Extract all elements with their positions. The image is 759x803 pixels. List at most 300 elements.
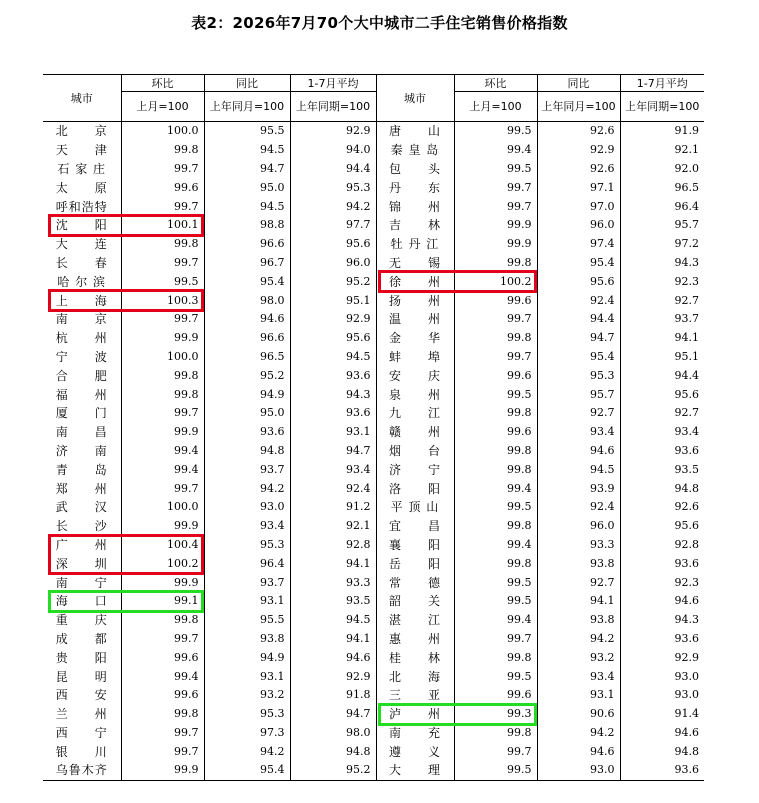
city-cell: 常 德 xyxy=(376,573,454,592)
yoy-cell: 94.5 xyxy=(537,460,620,479)
yoy-cell: 92.6 xyxy=(537,122,620,141)
yoy-cell: 97.1 xyxy=(537,178,620,197)
ytd-cell: 94.4 xyxy=(290,160,376,179)
city-cell: 安 庆 xyxy=(376,366,454,385)
ytd-cell: 94.2 xyxy=(290,197,376,216)
header-mom: 环比 xyxy=(121,75,204,92)
mom-cell: 99.6 xyxy=(454,291,537,310)
city-cell: 九 江 xyxy=(376,404,454,423)
yoy-cell: 96.7 xyxy=(204,254,290,273)
city-cell: 北 海 xyxy=(376,667,454,686)
ytd-cell: 93.6 xyxy=(620,630,704,649)
mom-cell: 99.1 xyxy=(121,592,204,611)
mom-cell: 99.9 xyxy=(121,517,204,536)
city-cell: 丹 东 xyxy=(376,178,454,197)
ytd-cell: 93.1 xyxy=(290,423,376,442)
table-row xyxy=(43,122,704,141)
mom-cell: 100.0 xyxy=(121,498,204,517)
mom-cell: 100.2 xyxy=(454,272,537,291)
yoy-cell: 94.9 xyxy=(204,648,290,667)
yoy-cell: 95.4 xyxy=(537,348,620,367)
mom-cell: 99.5 xyxy=(454,160,537,179)
table-row xyxy=(43,160,704,179)
city-cell: 徐 州 xyxy=(376,272,454,291)
city-cell: 沈 阳 xyxy=(55,218,108,233)
ytd-cell: 95.6 xyxy=(620,385,704,404)
mom-cell: 99.5 xyxy=(454,761,537,780)
header-mom-base: 上月=100 xyxy=(454,92,537,122)
ytd-cell: 93.4 xyxy=(620,423,704,442)
city-cell: 扬 州 xyxy=(376,291,454,310)
yoy-cell: 94.6 xyxy=(537,742,620,761)
ytd-cell: 92.3 xyxy=(620,573,704,592)
city-cell: 宜 昌 xyxy=(376,517,454,536)
table-row xyxy=(43,291,704,310)
mom-cell: 99.8 xyxy=(454,554,537,573)
city-cell: 烟 台 xyxy=(376,442,454,461)
mom-cell: 99.8 xyxy=(454,254,537,273)
mom-cell: 100.4 xyxy=(121,536,204,555)
yoy-cell: 94.2 xyxy=(537,630,620,649)
city-cell: 兰 州 xyxy=(55,707,108,722)
yoy-cell: 97.4 xyxy=(537,235,620,254)
mom-cell: 99.7 xyxy=(454,310,537,329)
table-row xyxy=(43,686,704,705)
yoy-cell: 94.2 xyxy=(204,479,290,498)
mom-cell: 99.5 xyxy=(121,272,204,291)
header-mom: 环比 xyxy=(454,75,537,92)
ytd-cell: 92.9 xyxy=(290,667,376,686)
mom-cell: 99.7 xyxy=(121,630,204,649)
ytd-cell: 93.6 xyxy=(290,404,376,423)
header-yoy-base: 上年同月=100 xyxy=(537,92,620,122)
yoy-cell: 94.2 xyxy=(537,724,620,743)
ytd-cell: 92.9 xyxy=(290,122,376,141)
mom-cell: 99.8 xyxy=(121,385,204,404)
mom-cell: 99.3 xyxy=(454,705,537,724)
yoy-cell: 94.7 xyxy=(204,160,290,179)
mom-cell: 99.7 xyxy=(121,197,204,216)
mom-cell: 99.8 xyxy=(454,724,537,743)
mom-cell: 99.8 xyxy=(121,141,204,160)
mom-cell: 99.4 xyxy=(454,536,537,555)
ytd-cell: 94.6 xyxy=(290,648,376,667)
city-cell: 太 原 xyxy=(55,180,108,195)
city-cell: 包 头 xyxy=(376,160,454,179)
ytd-cell: 95.6 xyxy=(290,329,376,348)
ytd-cell: 94.1 xyxy=(290,554,376,573)
yoy-cell: 90.6 xyxy=(537,705,620,724)
yoy-cell: 94.2 xyxy=(204,742,290,761)
yoy-cell: 93.2 xyxy=(537,648,620,667)
yoy-cell: 93.8 xyxy=(537,554,620,573)
city-cell: 哈 尔 滨 xyxy=(57,274,107,289)
ytd-cell: 94.1 xyxy=(290,630,376,649)
city-cell: 重 庆 xyxy=(55,613,108,628)
header-city: 城市 xyxy=(43,75,121,122)
table-row xyxy=(43,592,704,611)
mom-cell: 99.7 xyxy=(121,254,204,273)
ytd-cell: 96.0 xyxy=(290,254,376,273)
city-cell: 海 口 xyxy=(55,594,108,609)
ytd-cell: 92.9 xyxy=(620,648,704,667)
table-row xyxy=(43,498,704,517)
ytd-cell: 95.2 xyxy=(290,761,376,780)
ytd-cell: 95.1 xyxy=(290,291,376,310)
city-cell: 南 充 xyxy=(376,724,454,743)
mom-cell: 99.6 xyxy=(454,366,537,385)
yoy-cell: 94.7 xyxy=(537,329,620,348)
yoy-cell: 98.8 xyxy=(204,216,290,235)
ytd-cell: 91.2 xyxy=(290,498,376,517)
mom-cell: 99.9 xyxy=(121,329,204,348)
ytd-cell: 96.5 xyxy=(620,178,704,197)
mom-cell: 99.8 xyxy=(121,366,204,385)
ytd-cell: 93.7 xyxy=(620,310,704,329)
table-row xyxy=(43,573,704,592)
yoy-cell: 96.6 xyxy=(204,235,290,254)
ytd-cell: 92.4 xyxy=(290,479,376,498)
mom-cell: 99.8 xyxy=(454,442,537,461)
ytd-cell: 93.6 xyxy=(290,366,376,385)
mom-cell: 99.6 xyxy=(454,423,537,442)
table-row xyxy=(43,442,704,461)
city-cell: 惠 州 xyxy=(376,630,454,649)
table-row xyxy=(43,705,704,724)
mom-cell: 99.7 xyxy=(454,742,537,761)
table-row xyxy=(43,742,704,761)
mom-cell: 99.7 xyxy=(121,404,204,423)
mom-cell: 99.5 xyxy=(454,667,537,686)
city-cell: 合 肥 xyxy=(55,368,108,383)
yoy-cell: 95.7 xyxy=(537,385,620,404)
mom-cell: 99.8 xyxy=(454,329,537,348)
table-row xyxy=(43,348,704,367)
ytd-cell: 95.3 xyxy=(290,178,376,197)
mom-cell: 99.4 xyxy=(454,141,537,160)
yoy-cell: 94.5 xyxy=(204,197,290,216)
city-cell: 石 家 庄 xyxy=(57,161,107,176)
yoy-cell: 94.6 xyxy=(537,442,620,461)
yoy-cell: 94.8 xyxy=(204,442,290,461)
mom-cell: 99.5 xyxy=(454,592,537,611)
table-title: 表2：2026年7月70个大中城市二手住宅销售价格指数 xyxy=(191,14,568,32)
ytd-cell: 95.6 xyxy=(620,517,704,536)
mom-cell: 99.9 xyxy=(454,235,537,254)
ytd-cell: 94.3 xyxy=(620,254,704,273)
ytd-cell: 94.3 xyxy=(620,611,704,630)
city-cell: 唐 山 xyxy=(376,122,454,141)
city-cell: 蚌 埠 xyxy=(376,348,454,367)
mom-cell: 99.8 xyxy=(121,235,204,254)
price-index-table xyxy=(43,74,704,781)
city-cell: 郑 州 xyxy=(55,481,108,496)
mom-cell: 99.9 xyxy=(454,216,537,235)
city-cell: 牡 丹 江 xyxy=(376,235,454,254)
mom-cell: 99.5 xyxy=(454,573,537,592)
table-row xyxy=(43,310,704,329)
city-cell: 湛 江 xyxy=(376,611,454,630)
city-cell: 天 津 xyxy=(55,143,108,158)
ytd-cell: 92.8 xyxy=(620,536,704,555)
mom-cell: 99.4 xyxy=(121,442,204,461)
ytd-cell: 92.0 xyxy=(620,160,704,179)
table-row xyxy=(43,554,704,573)
table-row xyxy=(43,479,704,498)
mom-cell: 100.3 xyxy=(121,291,204,310)
yoy-cell: 94.4 xyxy=(537,310,620,329)
ytd-cell: 94.5 xyxy=(290,611,376,630)
ytd-cell: 94.8 xyxy=(620,479,704,498)
table-row xyxy=(43,761,704,780)
city-cell: 泉 州 xyxy=(376,385,454,404)
mom-cell: 99.7 xyxy=(454,348,537,367)
yoy-cell: 95.0 xyxy=(204,404,290,423)
city-cell: 泸 州 xyxy=(376,705,454,724)
city-cell: 大 理 xyxy=(376,761,454,780)
yoy-cell: 98.0 xyxy=(204,291,290,310)
yoy-cell: 93.1 xyxy=(204,667,290,686)
mom-cell: 99.7 xyxy=(121,742,204,761)
ytd-cell: 94.5 xyxy=(290,348,376,367)
mom-cell: 99.4 xyxy=(121,667,204,686)
yoy-cell: 95.6 xyxy=(537,272,620,291)
ytd-cell: 91.4 xyxy=(620,705,704,724)
city-cell: 大 连 xyxy=(55,237,108,252)
ytd-cell: 94.7 xyxy=(290,705,376,724)
mom-cell: 100.0 xyxy=(121,122,204,141)
yoy-cell: 93.8 xyxy=(204,630,290,649)
ytd-cell: 93.6 xyxy=(620,761,704,780)
city-cell: 呼和浩特 xyxy=(55,199,108,214)
table-row xyxy=(43,724,704,743)
ytd-cell: 98.0 xyxy=(290,724,376,743)
table-row xyxy=(43,178,704,197)
ytd-cell: 94.6 xyxy=(620,724,704,743)
ytd-cell: 92.1 xyxy=(620,141,704,160)
mom-cell: 100.2 xyxy=(121,554,204,573)
city-cell: 银 川 xyxy=(55,744,108,759)
yoy-cell: 95.3 xyxy=(204,536,290,555)
ytd-cell: 94.0 xyxy=(290,141,376,160)
yoy-cell: 93.9 xyxy=(537,479,620,498)
city-cell: 西 宁 xyxy=(55,725,108,740)
yoy-cell: 95.2 xyxy=(204,366,290,385)
city-cell: 南 京 xyxy=(55,312,108,327)
yoy-cell: 96.6 xyxy=(204,329,290,348)
yoy-cell: 92.4 xyxy=(537,291,620,310)
table-row xyxy=(43,517,704,536)
yoy-cell: 95.3 xyxy=(537,366,620,385)
ytd-cell: 93.5 xyxy=(620,460,704,479)
ytd-cell: 94.1 xyxy=(620,329,704,348)
mom-cell: 99.7 xyxy=(121,160,204,179)
table-row xyxy=(43,667,704,686)
yoy-cell: 93.0 xyxy=(537,761,620,780)
city-cell: 北 京 xyxy=(55,124,108,139)
ytd-cell: 95.7 xyxy=(620,216,704,235)
city-cell: 济 宁 xyxy=(376,460,454,479)
mom-cell: 99.6 xyxy=(121,648,204,667)
yoy-cell: 97.3 xyxy=(204,724,290,743)
mom-cell: 99.8 xyxy=(454,460,537,479)
city-cell: 乌鲁木齐 xyxy=(55,763,108,778)
ytd-cell: 93.0 xyxy=(620,667,704,686)
header-yoy: 同比 xyxy=(537,75,620,92)
ytd-cell: 92.7 xyxy=(620,291,704,310)
table-row xyxy=(43,460,704,479)
city-cell: 宁 波 xyxy=(55,349,108,364)
header-ytd: 1-7月平均 xyxy=(620,75,704,92)
table-row xyxy=(43,404,704,423)
table-row xyxy=(43,385,704,404)
yoy-cell: 96.0 xyxy=(537,517,620,536)
ytd-cell: 94.6 xyxy=(620,592,704,611)
table-row xyxy=(43,141,704,160)
header-mom-base: 上月=100 xyxy=(121,92,204,122)
city-cell: 深 圳 xyxy=(55,556,108,571)
city-cell: 济 南 xyxy=(55,443,108,458)
city-cell: 上 海 xyxy=(55,293,108,308)
yoy-cell: 94.1 xyxy=(537,592,620,611)
header-ytd: 1-7月平均 xyxy=(290,75,376,92)
ytd-cell: 95.1 xyxy=(620,348,704,367)
header-ytd-base: 上年同期=100 xyxy=(620,92,704,122)
city-cell: 桂 林 xyxy=(376,648,454,667)
yoy-cell: 93.4 xyxy=(537,423,620,442)
ytd-cell: 93.0 xyxy=(620,686,704,705)
table-row xyxy=(43,197,704,216)
city-cell: 厦 门 xyxy=(55,406,108,421)
ytd-cell: 97.7 xyxy=(290,216,376,235)
table-row xyxy=(43,216,704,235)
city-cell: 吉 林 xyxy=(376,216,454,235)
yoy-cell: 93.2 xyxy=(204,686,290,705)
city-cell: 锦 州 xyxy=(376,197,454,216)
mom-cell: 99.8 xyxy=(121,611,204,630)
mom-cell: 99.7 xyxy=(121,724,204,743)
yoy-cell: 93.6 xyxy=(204,423,290,442)
ytd-cell: 91.8 xyxy=(290,686,376,705)
ytd-cell: 96.4 xyxy=(620,197,704,216)
mom-cell: 99.6 xyxy=(121,178,204,197)
mom-cell: 99.5 xyxy=(454,498,537,517)
city-cell: 平 顶 山 xyxy=(376,498,454,517)
city-cell: 杭 州 xyxy=(55,331,108,346)
city-cell: 襄 阳 xyxy=(376,536,454,555)
mom-cell: 99.9 xyxy=(121,423,204,442)
table-row xyxy=(43,366,704,385)
table-row xyxy=(43,423,704,442)
ytd-cell: 92.9 xyxy=(290,310,376,329)
yoy-cell: 97.0 xyxy=(537,197,620,216)
yoy-cell: 95.4 xyxy=(204,761,290,780)
yoy-cell: 96.5 xyxy=(204,348,290,367)
yoy-cell: 92.4 xyxy=(537,498,620,517)
city-cell: 岳 阳 xyxy=(376,554,454,573)
mom-cell: 99.6 xyxy=(454,686,537,705)
mom-cell: 99.8 xyxy=(454,648,537,667)
ytd-cell: 92.7 xyxy=(620,404,704,423)
mom-cell: 99.8 xyxy=(454,404,537,423)
mom-cell: 99.4 xyxy=(454,611,537,630)
mom-cell: 99.7 xyxy=(454,197,537,216)
ytd-cell: 92.1 xyxy=(290,517,376,536)
yoy-cell: 95.5 xyxy=(204,611,290,630)
ytd-cell: 94.8 xyxy=(620,742,704,761)
yoy-cell: 92.9 xyxy=(537,141,620,160)
city-cell: 昆 明 xyxy=(55,669,108,684)
yoy-cell: 93.3 xyxy=(537,536,620,555)
yoy-cell: 93.1 xyxy=(537,686,620,705)
ytd-cell: 97.2 xyxy=(620,235,704,254)
table-row xyxy=(43,254,704,273)
mom-cell: 100.1 xyxy=(121,216,204,235)
ytd-cell: 91.9 xyxy=(620,122,704,141)
ytd-cell: 93.6 xyxy=(620,554,704,573)
city-cell: 无 锡 xyxy=(376,254,454,273)
mom-cell: 99.8 xyxy=(454,517,537,536)
mom-cell: 99.7 xyxy=(121,310,204,329)
header-yoy-base: 上年同月=100 xyxy=(204,92,290,122)
mom-cell: 99.9 xyxy=(121,761,204,780)
mom-cell: 99.4 xyxy=(121,460,204,479)
city-cell: 赣 州 xyxy=(376,423,454,442)
yoy-cell: 92.7 xyxy=(537,573,620,592)
table-row xyxy=(43,536,704,555)
yoy-cell: 94.5 xyxy=(204,141,290,160)
city-cell: 武 汉 xyxy=(55,500,108,515)
header-ytd-base: 上年同期=100 xyxy=(290,92,376,122)
yoy-cell: 94.9 xyxy=(204,385,290,404)
table-row xyxy=(43,630,704,649)
city-cell: 温 州 xyxy=(376,310,454,329)
ytd-cell: 94.8 xyxy=(290,742,376,761)
yoy-cell: 96.4 xyxy=(204,554,290,573)
ytd-cell: 95.6 xyxy=(290,235,376,254)
mom-cell: 99.9 xyxy=(121,573,204,592)
ytd-cell: 94.3 xyxy=(290,385,376,404)
ytd-cell: 94.4 xyxy=(620,366,704,385)
table-row xyxy=(43,235,704,254)
city-cell: 青 岛 xyxy=(55,462,108,477)
yoy-cell: 95.4 xyxy=(537,254,620,273)
yoy-cell: 93.0 xyxy=(204,498,290,517)
yoy-cell: 92.6 xyxy=(537,160,620,179)
mom-cell: 99.5 xyxy=(454,122,537,141)
yoy-cell: 95.0 xyxy=(204,178,290,197)
table-row xyxy=(43,611,704,630)
city-cell: 南 宁 xyxy=(55,575,108,590)
city-cell: 贵 阳 xyxy=(55,650,108,665)
yoy-cell: 93.7 xyxy=(204,573,290,592)
city-cell: 三 亚 xyxy=(376,686,454,705)
city-cell: 福 州 xyxy=(55,387,108,402)
ytd-cell: 93.3 xyxy=(290,573,376,592)
city-cell: 南 昌 xyxy=(55,425,108,440)
ytd-cell: 93.5 xyxy=(290,592,376,611)
yoy-cell: 93.1 xyxy=(204,592,290,611)
ytd-cell: 94.7 xyxy=(290,442,376,461)
mom-cell: 99.8 xyxy=(121,705,204,724)
yoy-cell: 95.3 xyxy=(204,705,290,724)
ytd-cell: 95.2 xyxy=(290,272,376,291)
city-cell: 成 都 xyxy=(55,631,108,646)
mom-cell: 99.7 xyxy=(454,630,537,649)
city-cell: 长 沙 xyxy=(55,519,108,534)
yoy-cell: 93.8 xyxy=(537,611,620,630)
yoy-cell: 93.7 xyxy=(204,460,290,479)
